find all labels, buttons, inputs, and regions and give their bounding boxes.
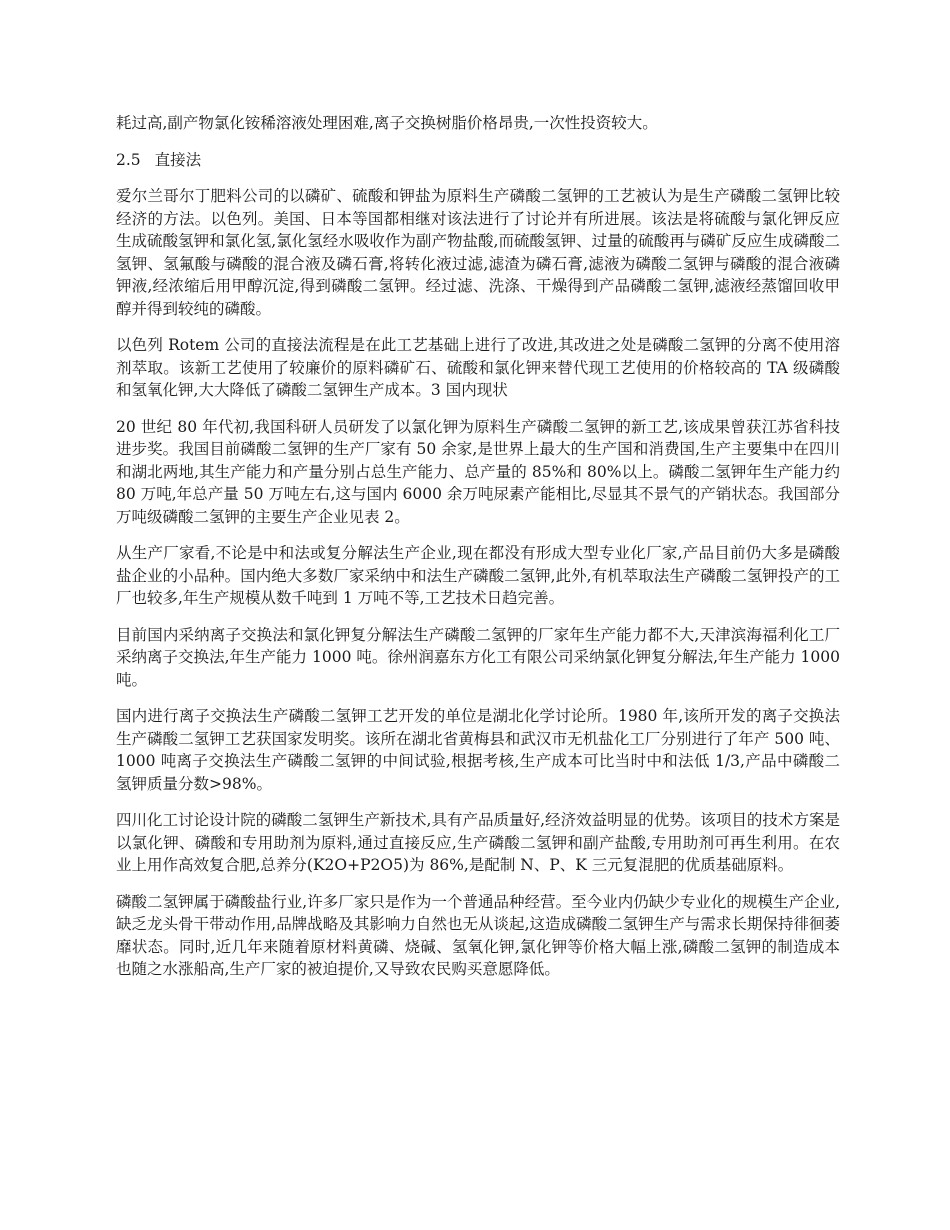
paragraph-ion-exchange-development: 国内进行离子交换法生产磷酸二氢钾工艺开发的单位是湖北化学讨论所。1980 年,该所开发的离子交换法生产磷酸二氢钾工艺获国家发明奖。该所在湖北省黄梅县和武汉市无机盐化工厂分别进行了年产 500 吨、1000 吨离子交换法生产磷酸二氢钾的中间试验,根据考核,生产成本可比当时中和法低 1/3,产品中磷酸二氢钾质量分数>98%。 (116, 707, 840, 793)
paragraph-industry-status: 磷酸二氢钾属于磷酸盐行业,许多厂家只是作为一个普通品种经营。至今业内仍缺少专业化的规模生产企业,缺乏龙头骨干带动作用,品牌战略及其影响力自然也无从谈起,这造成磷酸二氢钾生产与需求长期保持徘徊萎靡状态。同时,近几年来随着原材料黄磷、烧碱、氢氧化钾,氯化钾等价格大幅上涨,磷酸二氢钾的制造成本也随之水涨船高,生产厂家的被迫提价,又导致农民购买意愿降低。 (116, 892, 840, 978)
paragraph-sichuan-technology: 四川化工讨论设计院的磷酸二氢钾生产新技术,具有产品质量好,经济效益明显的优势。该项目的技术方案是以氯化钾、磷酸和专用助剂为原料,通过直接反应,生产磷酸二氢钾和副产盐酸,专用助剂可再生利用。在农业上用作高效复合肥,总养分(K2O+P2O5)为 86%,是配制 N、P、K 三元复混肥的优质基础原料。 (116, 811, 840, 874)
document-page (116, 112, 840, 995)
section-number: 2.5 (116, 150, 141, 169)
paragraph-domestic-status: 20 世纪 80 年代初,我国科研人员研发了以氯化钾为原料生产磷酸二氢钾的新工艺,该成果曾获江苏省科技进步奖。我国目前磷酸二氢钾的生产厂家有 50 余家,是世界上最大的生产国和消费国,生产主要集中在四川和湖北两地,其生产能力和产量分别占总生产能力、总产量的 85%和 80%以上。磷酸二氢钾年生产能力约 80 万吨,年总产量 50 万吨左右,这与国内 6000 余万吨尿素产能相比,尽显其不景气的产销状态。我国部分万吨级磷酸二氢钾的主要生产企业见表 2。 (116, 417, 840, 526)
paragraph-direct-method: 爱尔兰哥尔丁肥料公司的以磷矿、硫酸和钾盐为原料生产磷酸二氢钾的工艺被认为是生产磷酸二氢钾比较经济的方法。以色列。美国、日本等国都相继对该法进行了讨论并有所进展。该法是将硫酸与氯化钾反应生成硫酸氢钾和氯化氢,氯化氢经水吸收作为副产物盐酸,而硫酸氢钾、过量的硫酸再与磷矿反应生成磷酸二氢钾、氢氟酸与磷酸的混合液及磷石膏,将转化液过滤,滤渣为磷石膏,滤液为磷酸二氢钾与磷酸的混合液磷钾液,经浓缩后用甲醇沉淀,得到磷酸二氢钾。经过滤、洗涤、干燥得到产品磷酸二氢钾,滤液经蒸馏回收甲醇并得到较纯的磷酸。 (116, 187, 840, 318)
paragraph-manufacturers: 从生产厂家看,不论是中和法或复分解法生产企业,现在都没有形成大型专业化厂家,产品目前仍大多是磷酸盐企业的小品种。国内绝大多数厂家采纳中和法生产磷酸二氢钾,此外,有机萃取法生产磷酸二氢钾投产的工厂也较多,年生产规模从数千吨到 1 万吨不等,工艺技术日趋完善。 (116, 544, 840, 607)
paragraph-ion-exchange-capacity: 目前国内采纳离子交换法和氯化钾复分解法生产磷酸二氢钾的厂家年生产能力都不大,天津滨海福利化工厂采纳离子交换法,年生产能力 1000 吨。徐州润嘉东方化工有限公司采纳氯化钾复分解法,年生产能力 1000 吨。 (116, 625, 840, 689)
paragraph-rotem-process: 以色列 Rotem 公司的直接法流程是在此工艺基础上进行了改进,其改进之处是磷酸二氢钾的分离不使用溶剂萃取。该新工艺使用了较廉价的原料磷矿石、硫酸和氯化钾来替代现工艺使用的价格较高的 TA 级磷酸和氢氧化钾,大大降低了磷酸二氢钾生产成本。3 国内现状 (116, 336, 840, 399)
section-title: 直接法 (154, 150, 202, 169)
intro-paragraph: 耗过高,副产物氯化铵稀溶液处理困难,离子交换树脂价格昂贵,一次性投资较大。 (116, 114, 658, 132)
section-heading (116, 149, 840, 172)
